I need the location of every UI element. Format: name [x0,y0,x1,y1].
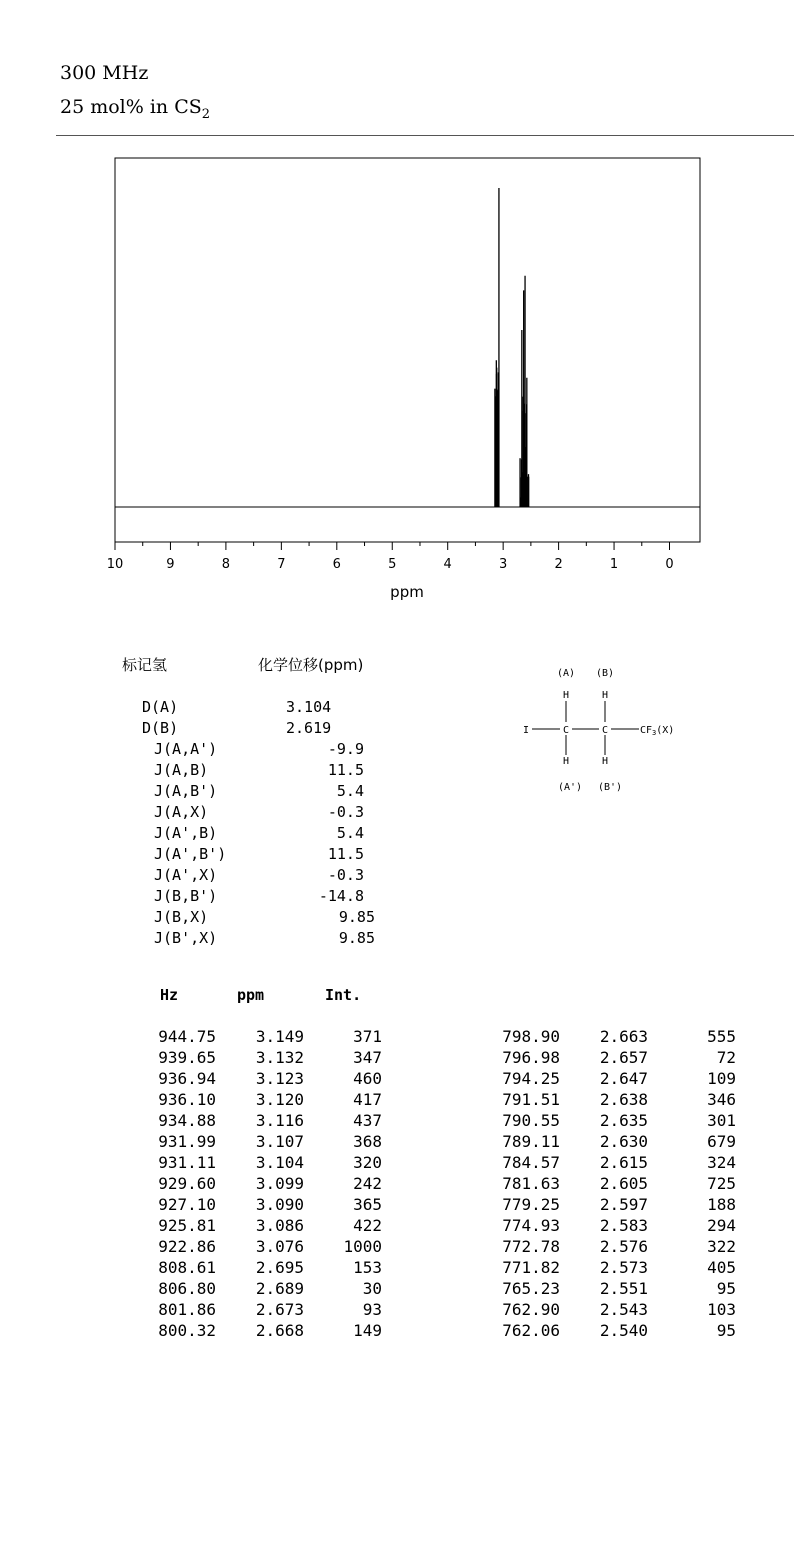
peak-table-row [140,1089,382,1110]
param-value: 11.5 [327,845,364,863]
peak-intensity: 324 [707,1153,736,1172]
x-tick-label: 5 [388,557,397,572]
peak-table-row [484,1110,736,1131]
peak-table-row [484,1152,736,1173]
peak-table-row [140,1131,382,1152]
peak-intensity: 103 [707,1300,736,1319]
peak-hz: 762.90 [502,1300,560,1319]
x-tick-label: 7 [277,557,286,572]
peak-ppm: 3.123 [255,1069,304,1088]
carbon-2: C [601,725,609,736]
peak-ppm: 2.543 [599,1300,648,1319]
x-tick-label: 4 [443,557,452,572]
param-name: D(B) [142,719,179,737]
peak-ppm: 3.149 [255,1027,304,1046]
param-name: J(B',X) [154,929,218,947]
peak-hz: 779.25 [502,1195,560,1214]
carbon-1: C [562,725,570,736]
peak-ppm: 3.076 [255,1237,304,1256]
param-value: 5.4 [336,782,364,800]
peak-ppm: 3.099 [255,1174,304,1193]
param-name: J(A',X) [154,866,218,884]
peak-hz: 794.25 [502,1069,560,1088]
param-name: J(A',B) [154,824,218,842]
peak-ppm: 2.630 [599,1132,648,1151]
shift-header: 化学位移(ppm) [258,656,364,674]
peak-table-left [140,1026,382,1341]
peak-hz: 798.90 [502,1027,560,1046]
peak-table-row [140,1278,382,1299]
peak-table-row [484,1026,736,1047]
molecule-structure [500,660,720,800]
peak-hz: 762.06 [502,1321,560,1340]
peak-hz: 927.10 [158,1195,216,1214]
peak-ppm: 3.086 [255,1216,304,1235]
peak-ppm: 3.090 [255,1195,304,1214]
x-axis-ticks [107,542,674,572]
param-value: 2.619 [286,719,332,737]
param-name: J(A,A') [154,740,218,758]
plot-frame [115,158,700,542]
param-value: 9.85 [338,929,375,947]
label-header: 标记氢 [122,656,168,674]
peak-table-row [140,1215,382,1236]
peak-table-row [140,1299,382,1320]
peak-intensity: 725 [707,1174,736,1193]
peak-ppm: 3.132 [255,1048,304,1067]
peak-intensity: 149 [353,1321,382,1340]
peak-intensity: 301 [707,1111,736,1130]
peak-hz: 796.98 [502,1048,560,1067]
peak-hz: 781.63 [502,1174,560,1193]
col-header-ppm: ppm [237,986,265,1004]
peak-table-right [484,1026,736,1341]
peak-ppm: 2.673 [255,1300,304,1319]
peak-intensity: 371 [353,1027,382,1046]
peak-ppm: 3.107 [255,1132,304,1151]
x-tick-label: 8 [221,557,231,572]
spectrometer-frequency: 300 MHz [60,62,149,84]
peak-hz: 925.81 [158,1216,216,1235]
peak-hz: 929.60 [158,1174,216,1193]
peak-intensity: 30 [362,1279,382,1298]
peak-ppm: 3.120 [255,1090,304,1109]
param-name: J(A,B) [154,761,209,779]
peak-table-row [140,1152,382,1173]
peak-intensity: 93 [362,1300,382,1319]
peak-intensity: 95 [716,1321,736,1340]
label-b-prime: (B') [597,782,623,793]
peak-table-row [140,1173,382,1194]
peak-intensity: 555 [707,1027,736,1046]
param-name: J(B,B') [154,887,218,905]
peak-ppm: 2.657 [599,1048,648,1067]
peak-intensity: 347 [353,1048,382,1067]
peak-ppm: 2.635 [599,1111,648,1130]
peak-hz: 936.94 [158,1069,216,1088]
peak-intensity: 422 [353,1216,382,1235]
h-atom-b: H [601,690,609,701]
peak-hz: 931.11 [158,1153,216,1172]
peak-table-row [484,1194,736,1215]
param-value: -0.3 [327,803,364,821]
peak-intensity: 322 [707,1237,736,1256]
peak-hz: 791.51 [502,1090,560,1109]
x-tick-label: 10 [106,557,124,572]
cf3-group [640,725,674,737]
peak-intensity: 153 [353,1258,382,1277]
peak-intensity: 1000 [343,1237,382,1256]
peak-ppm: 2.583 [599,1216,648,1235]
peak-table-row [484,1320,736,1341]
x-tick-label: 6 [332,557,341,572]
col-header-hz: Hz [160,986,179,1004]
cf3-text: CF [640,725,653,736]
peak-ppm: 2.576 [599,1237,648,1256]
x-label: (X) [656,725,675,736]
peak-ppm: 2.647 [599,1069,648,1088]
cf3-subscript: 3 [652,729,657,737]
peak-table-row [484,1089,736,1110]
peak-hz: 790.55 [502,1111,560,1130]
peak-ppm: 2.540 [599,1321,648,1340]
x-tick-label: 2 [554,557,563,572]
param-name: J(B,X) [154,908,209,926]
peak-ppm: 3.116 [255,1111,304,1130]
peak-intensity: 188 [707,1195,736,1214]
peak-table-row [484,1047,736,1068]
solvent-text: 25 mol% in CS [60,96,202,118]
peak-table-row [140,1320,382,1341]
peak-hz: 934.88 [158,1111,216,1130]
x-tick-label: 9 [166,557,175,572]
spectrum-peaks [495,188,529,507]
peak-ppm: 3.104 [255,1153,304,1172]
peak-ppm: 2.668 [255,1321,304,1340]
peak-intensity: 109 [707,1069,736,1088]
label-a-prime: (A') [557,782,583,793]
param-value: -9.9 [327,740,364,758]
peak-ppm: 2.638 [599,1090,648,1109]
peak-table-row [484,1299,736,1320]
peak-table-row [484,1068,736,1089]
param-name: D(A) [142,698,179,716]
peak-hz: 939.65 [158,1048,216,1067]
peak-table-row [140,1068,382,1089]
peak-intensity: 405 [707,1258,736,1277]
peak-intensity: 294 [707,1216,736,1235]
peak-ppm: 2.605 [599,1174,648,1193]
peak-hz: 936.10 [158,1090,216,1109]
peak-hz: 774.93 [502,1216,560,1235]
param-name: J(A,X) [154,803,209,821]
peak-table-row [140,1047,382,1068]
peak-hz: 801.86 [158,1300,216,1319]
label-b: (B) [595,668,615,679]
h-atom-a: H [562,690,570,701]
x-tick-label: 0 [665,557,674,572]
peak-ppm: 2.695 [255,1258,304,1277]
param-value: 11.5 [327,761,364,779]
peak-hz: 806.80 [158,1279,216,1298]
peak-ppm: 2.597 [599,1195,648,1214]
nmr-spectrum-chart [0,0,794,620]
peak-hz: 931.99 [158,1132,216,1151]
param-value: 9.85 [338,908,375,926]
peak-hz: 772.78 [502,1237,560,1256]
peak-intensity: 242 [353,1174,382,1193]
peak-table-row [140,1026,382,1047]
param-value: -0.3 [327,866,364,884]
peak-hz: 800.32 [158,1321,216,1340]
peak-ppm: 2.663 [599,1027,648,1046]
peak-intensity: 460 [353,1069,382,1088]
peak-hz: 808.61 [158,1258,216,1277]
peak-ppm: 2.573 [599,1258,648,1277]
peak-table-row [484,1257,736,1278]
peak-hz: 944.75 [158,1027,216,1046]
peak-table-row [140,1257,382,1278]
peak-table-row [484,1131,736,1152]
peak-table-row [140,1236,382,1257]
peak-table-row [484,1278,736,1299]
peak-ppm: 2.615 [599,1153,648,1172]
peak-intensity: 346 [707,1090,736,1109]
label-a: (A) [556,668,576,679]
col-header-int: Int. [325,986,362,1004]
x-axis-label: ppm [390,583,424,601]
peak-intensity: 72 [716,1048,736,1067]
param-value: -14.8 [318,887,364,905]
peak-ppm: 2.551 [599,1279,648,1298]
peak-hz: 771.82 [502,1258,560,1277]
peak-table-row [484,1215,736,1236]
h-atom-a-prime: H [562,756,570,767]
peak-table-row [484,1173,736,1194]
x-tick-label: 3 [499,557,508,572]
iodine-atom: I [522,725,530,736]
param-name: J(A,B') [154,782,218,800]
solvent-subscript: 2 [201,106,211,122]
peak-hz: 922.86 [158,1237,216,1256]
peak-intensity: 417 [353,1090,382,1109]
peak-table-row [140,1110,382,1131]
peak-table-row [140,1194,382,1215]
peak-intensity: 368 [353,1132,382,1151]
param-name: J(A',B') [154,845,227,863]
peak-hz: 789.11 [502,1132,560,1151]
peak-ppm: 2.689 [255,1279,304,1298]
param-value: 3.104 [286,698,332,716]
peak-hz: 784.57 [502,1153,560,1172]
peak-intensity: 437 [353,1111,382,1130]
peak-intensity: 320 [353,1153,382,1172]
param-value: 5.4 [336,824,364,842]
peak-hz: 765.23 [502,1279,560,1298]
peak-intensity: 365 [353,1195,382,1214]
peak-intensity: 679 [707,1132,736,1151]
h-atom-b-prime: H [601,756,609,767]
peak-table-row [484,1236,736,1257]
x-tick-label: 1 [609,557,619,572]
peak-intensity: 95 [716,1279,736,1298]
